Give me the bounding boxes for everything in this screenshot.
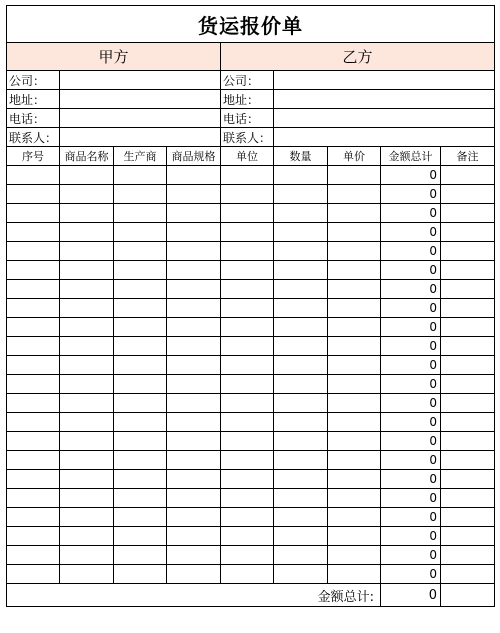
cell-index[interactable] xyxy=(7,318,60,337)
table-row xyxy=(7,489,495,508)
cell-spec[interactable] xyxy=(167,470,221,489)
cell-unit-price[interactable] xyxy=(328,299,381,318)
cell-index[interactable] xyxy=(7,489,60,508)
cell-spec[interactable] xyxy=(167,242,221,261)
cell-product-name[interactable] xyxy=(60,470,114,489)
cell-remarks[interactable] xyxy=(441,261,495,280)
cell-manufacturer[interactable] xyxy=(114,527,167,546)
cell-unit-price[interactable] xyxy=(328,413,381,432)
cell-index[interactable] xyxy=(7,356,60,375)
cell-product-name[interactable] xyxy=(60,394,114,413)
cell-amount[interactable]: 0 xyxy=(381,318,441,337)
cell-amount[interactable]: 0 xyxy=(381,565,441,584)
cell-unit[interactable] xyxy=(221,242,274,261)
cell-manufacturer[interactable] xyxy=(114,432,167,451)
party-a-phone-field[interactable] xyxy=(60,109,221,128)
cell-unit-price[interactable] xyxy=(328,508,381,527)
cell-unit-price[interactable] xyxy=(328,565,381,584)
cell-index[interactable] xyxy=(7,223,60,242)
cell-spec[interactable] xyxy=(167,508,221,527)
col-header-quantity: 数量 xyxy=(274,147,328,166)
cell-amount[interactable]: 0 xyxy=(381,356,441,375)
cell-unit[interactable] xyxy=(221,565,274,584)
cell-manufacturer[interactable] xyxy=(114,508,167,527)
cell-unit[interactable] xyxy=(221,451,274,470)
cell-quantity[interactable] xyxy=(274,318,328,337)
table-row xyxy=(7,451,495,470)
cell-manufacturer[interactable] xyxy=(114,223,167,242)
cell-product-name[interactable] xyxy=(60,223,114,242)
cell-product-name[interactable] xyxy=(60,432,114,451)
cell-product-name[interactable] xyxy=(60,508,114,527)
cell-index[interactable] xyxy=(7,337,60,356)
cell-remarks[interactable] xyxy=(441,375,495,394)
cell-quantity[interactable] xyxy=(274,413,328,432)
party-a-contact-label: 联系人： xyxy=(7,128,60,147)
cell-spec[interactable] xyxy=(167,356,221,375)
cell-remarks[interactable] xyxy=(441,432,495,451)
cell-quantity[interactable] xyxy=(274,299,328,318)
cell-remarks[interactable] xyxy=(441,356,495,375)
cell-quantity[interactable] xyxy=(274,185,328,204)
table-row xyxy=(7,185,495,204)
cell-spec[interactable] xyxy=(167,337,221,356)
cell-unit[interactable] xyxy=(221,432,274,451)
cell-remarks[interactable] xyxy=(441,508,495,527)
cell-index[interactable] xyxy=(7,432,60,451)
cell-spec[interactable] xyxy=(167,546,221,565)
cell-unit-price[interactable] xyxy=(328,318,381,337)
cell-amount[interactable]: 0 xyxy=(381,470,441,489)
cell-spec[interactable] xyxy=(167,565,221,584)
party-b-phone-field[interactable] xyxy=(274,109,495,128)
cell-index[interactable] xyxy=(7,299,60,318)
party-b-contact-label: 联系人： xyxy=(221,128,274,147)
cell-manufacturer[interactable] xyxy=(114,546,167,565)
cell-spec[interactable] xyxy=(167,261,221,280)
cell-unit-price[interactable] xyxy=(328,470,381,489)
cell-amount[interactable]: 0 xyxy=(381,527,441,546)
cell-manufacturer[interactable] xyxy=(114,337,167,356)
cell-product-name[interactable] xyxy=(60,318,114,337)
table-row xyxy=(7,280,495,299)
column-header-row xyxy=(7,147,495,166)
cell-amount[interactable]: 0 xyxy=(381,337,441,356)
cell-index[interactable] xyxy=(7,546,60,565)
cell-spec[interactable] xyxy=(167,166,221,185)
cell-spec[interactable] xyxy=(167,223,221,242)
cell-remarks[interactable] xyxy=(441,546,495,565)
cell-spec[interactable] xyxy=(167,185,221,204)
cell-index[interactable] xyxy=(7,508,60,527)
cell-product-name[interactable] xyxy=(60,451,114,470)
cell-remarks[interactable] xyxy=(441,204,495,223)
cell-quantity[interactable] xyxy=(274,375,328,394)
cell-quantity[interactable] xyxy=(274,565,328,584)
cell-quantity[interactable] xyxy=(274,261,328,280)
cell-quantity[interactable] xyxy=(274,470,328,489)
cell-product-name[interactable] xyxy=(60,565,114,584)
col-header-index: 序号 xyxy=(7,147,60,166)
cell-spec[interactable] xyxy=(167,204,221,223)
cell-product-name[interactable] xyxy=(60,337,114,356)
cell-manufacturer[interactable] xyxy=(114,261,167,280)
cell-product-name[interactable] xyxy=(60,242,114,261)
cell-spec[interactable] xyxy=(167,318,221,337)
party-b-company-field[interactable] xyxy=(274,71,495,90)
cell-unit-price[interactable] xyxy=(328,204,381,223)
cell-unit-price[interactable] xyxy=(328,356,381,375)
cell-unit[interactable] xyxy=(221,394,274,413)
cell-product-name[interactable] xyxy=(60,356,114,375)
cell-product-name[interactable] xyxy=(60,375,114,394)
cell-unit[interactable] xyxy=(221,280,274,299)
cell-amount[interactable]: 0 xyxy=(381,489,441,508)
cell-unit-price[interactable] xyxy=(328,223,381,242)
cell-index[interactable] xyxy=(7,527,60,546)
cell-spec[interactable] xyxy=(167,432,221,451)
cell-unit[interactable] xyxy=(221,489,274,508)
cell-remarks[interactable] xyxy=(441,280,495,299)
cell-quantity[interactable] xyxy=(274,280,328,299)
table-row xyxy=(7,565,495,584)
cell-manufacturer[interactable] xyxy=(114,185,167,204)
cell-index[interactable] xyxy=(7,451,60,470)
cell-unit[interactable] xyxy=(221,261,274,280)
cell-remarks[interactable] xyxy=(441,242,495,261)
cell-quantity[interactable] xyxy=(274,546,328,565)
total-row xyxy=(7,584,495,607)
cell-amount[interactable]: 0 xyxy=(381,223,441,242)
cell-manufacturer[interactable] xyxy=(114,394,167,413)
cell-manufacturer[interactable] xyxy=(114,413,167,432)
cell-remarks[interactable] xyxy=(441,185,495,204)
cell-index[interactable] xyxy=(7,470,60,489)
quote-sheet xyxy=(6,5,494,607)
table-row xyxy=(7,337,495,356)
cell-unit-price[interactable] xyxy=(328,280,381,299)
col-header-product-name: 商品名称 xyxy=(60,147,114,166)
cell-unit-price[interactable] xyxy=(328,546,381,565)
cell-product-name[interactable] xyxy=(60,546,114,565)
cell-unit[interactable] xyxy=(221,318,274,337)
cell-product-name[interactable] xyxy=(60,204,114,223)
cell-manufacturer[interactable] xyxy=(114,280,167,299)
cell-unit-price[interactable] xyxy=(328,185,381,204)
cell-product-name[interactable] xyxy=(60,299,114,318)
cell-unit[interactable] xyxy=(221,413,274,432)
cell-unit[interactable] xyxy=(221,508,274,527)
party-b-phone-label: 电话： xyxy=(221,109,274,128)
cell-amount[interactable]: 0 xyxy=(381,394,441,413)
cell-index[interactable] xyxy=(7,166,60,185)
table-row xyxy=(7,527,495,546)
col-header-amount-total: 金额总计 xyxy=(381,147,441,166)
cell-spec[interactable] xyxy=(167,394,221,413)
cell-manufacturer[interactable] xyxy=(114,242,167,261)
cell-remarks[interactable] xyxy=(441,565,495,584)
cell-quantity[interactable] xyxy=(274,223,328,242)
cell-manufacturer[interactable] xyxy=(114,318,167,337)
cell-unit-price[interactable] xyxy=(328,261,381,280)
cell-manufacturer[interactable] xyxy=(114,451,167,470)
party-b-heading: 乙方 xyxy=(221,43,495,71)
cell-unit[interactable] xyxy=(221,337,274,356)
party-a-company-field[interactable] xyxy=(60,71,221,90)
cell-unit-price[interactable] xyxy=(328,375,381,394)
cell-quantity[interactable] xyxy=(274,242,328,261)
cell-quantity[interactable] xyxy=(274,204,328,223)
cell-index[interactable] xyxy=(7,185,60,204)
cell-remarks[interactable] xyxy=(441,166,495,185)
table-row xyxy=(7,413,495,432)
cell-amount[interactable]: 0 xyxy=(381,546,441,565)
cell-spec[interactable] xyxy=(167,375,221,394)
cell-amount[interactable]: 0 xyxy=(381,375,441,394)
cell-unit-price[interactable] xyxy=(328,394,381,413)
cell-product-name[interactable] xyxy=(60,280,114,299)
cell-unit[interactable] xyxy=(221,527,274,546)
cell-manufacturer[interactable] xyxy=(114,356,167,375)
cell-spec[interactable] xyxy=(167,413,221,432)
cell-remarks[interactable] xyxy=(441,223,495,242)
cell-index[interactable] xyxy=(7,280,60,299)
table-row xyxy=(7,470,495,489)
party-b-address-label: 地址： xyxy=(221,90,274,109)
party-a-company-label: 公司： xyxy=(7,71,60,90)
cell-amount[interactable]: 0 xyxy=(381,185,441,204)
table-row xyxy=(7,223,495,242)
cell-unit-price[interactable] xyxy=(328,242,381,261)
cell-manufacturer[interactable] xyxy=(114,565,167,584)
col-header-unit: 单位 xyxy=(221,147,274,166)
cell-amount[interactable]: 0 xyxy=(381,299,441,318)
table-row xyxy=(7,375,495,394)
cell-remarks[interactable] xyxy=(441,299,495,318)
col-header-remarks: 备注 xyxy=(441,147,495,166)
table-row xyxy=(7,204,495,223)
cell-unit-price[interactable] xyxy=(328,337,381,356)
cell-unit[interactable] xyxy=(221,546,274,565)
cell-unit[interactable] xyxy=(221,299,274,318)
cell-amount[interactable]: 0 xyxy=(381,413,441,432)
table-row xyxy=(7,318,495,337)
cell-quantity[interactable] xyxy=(274,451,328,470)
total-remarks-cell xyxy=(441,584,495,607)
cell-unit[interactable] xyxy=(221,375,274,394)
cell-unit-price[interactable] xyxy=(328,527,381,546)
cell-manufacturer[interactable] xyxy=(114,470,167,489)
cell-amount[interactable]: 0 xyxy=(381,280,441,299)
cell-index[interactable] xyxy=(7,375,60,394)
cell-spec[interactable] xyxy=(167,527,221,546)
cell-remarks[interactable] xyxy=(441,413,495,432)
cell-remarks[interactable] xyxy=(441,470,495,489)
cell-amount[interactable]: 0 xyxy=(381,242,441,261)
cell-spec[interactable] xyxy=(167,299,221,318)
cell-index[interactable] xyxy=(7,394,60,413)
cell-quantity[interactable] xyxy=(274,337,328,356)
cell-spec[interactable] xyxy=(167,280,221,299)
cell-amount[interactable]: 0 xyxy=(381,508,441,527)
table-row xyxy=(7,432,495,451)
cell-manufacturer[interactable] xyxy=(114,299,167,318)
cell-unit-price[interactable] xyxy=(328,432,381,451)
cell-quantity[interactable] xyxy=(274,432,328,451)
party-a-address-label: 地址： xyxy=(7,90,60,109)
table-row xyxy=(7,242,495,261)
cell-index[interactable] xyxy=(7,413,60,432)
cell-amount[interactable]: 0 xyxy=(381,204,441,223)
cell-manufacturer[interactable] xyxy=(114,375,167,394)
cell-product-name[interactable] xyxy=(60,166,114,185)
cell-amount[interactable]: 0 xyxy=(381,261,441,280)
cell-product-name[interactable] xyxy=(60,527,114,546)
cell-remarks[interactable] xyxy=(441,318,495,337)
col-header-unit-price: 单价 xyxy=(328,147,381,166)
total-value: 0 xyxy=(381,584,441,607)
cell-manufacturer[interactable] xyxy=(114,166,167,185)
col-header-spec: 商品规格 xyxy=(167,147,221,166)
col-header-manufacturer: 生产商 xyxy=(114,147,167,166)
cell-spec[interactable] xyxy=(167,489,221,508)
party-a-contact-field[interactable] xyxy=(60,128,221,147)
cell-product-name[interactable] xyxy=(60,261,114,280)
cell-unit[interactable] xyxy=(221,185,274,204)
cell-product-name[interactable] xyxy=(60,413,114,432)
cell-quantity[interactable] xyxy=(274,527,328,546)
cell-unit[interactable] xyxy=(221,204,274,223)
cell-amount[interactable]: 0 xyxy=(381,451,441,470)
cell-remarks[interactable] xyxy=(441,394,495,413)
table-row xyxy=(7,394,495,413)
party-b-address-field[interactable] xyxy=(274,90,495,109)
cell-unit-price[interactable] xyxy=(328,489,381,508)
cell-unit[interactable] xyxy=(221,356,274,375)
cell-product-name[interactable] xyxy=(60,185,114,204)
cell-quantity[interactable] xyxy=(274,489,328,508)
cell-index[interactable] xyxy=(7,204,60,223)
cell-manufacturer[interactable] xyxy=(114,489,167,508)
quote-table xyxy=(6,5,495,607)
cell-product-name[interactable] xyxy=(60,489,114,508)
cell-remarks[interactable] xyxy=(441,489,495,508)
cell-quantity[interactable] xyxy=(274,356,328,375)
document-title: 货运报价单 xyxy=(7,6,495,43)
cell-remarks[interactable] xyxy=(441,527,495,546)
cell-spec[interactable] xyxy=(167,451,221,470)
table-row xyxy=(7,508,495,527)
cell-unit-price[interactable] xyxy=(328,166,381,185)
cell-quantity[interactable] xyxy=(274,166,328,185)
party-a-address-field[interactable] xyxy=(60,90,221,109)
table-row xyxy=(7,546,495,565)
cell-index[interactable] xyxy=(7,242,60,261)
cell-index[interactable] xyxy=(7,261,60,280)
table-row xyxy=(7,299,495,318)
party-a-phone-label: 电话： xyxy=(7,109,60,128)
party-b-company-label: 公司： xyxy=(221,71,274,90)
cell-unit[interactable] xyxy=(221,166,274,185)
cell-index[interactable] xyxy=(7,565,60,584)
cell-manufacturer[interactable] xyxy=(114,204,167,223)
cell-quantity[interactable] xyxy=(274,394,328,413)
cell-remarks[interactable] xyxy=(441,451,495,470)
total-label: 金额总计: xyxy=(7,584,381,607)
cell-unit[interactable] xyxy=(221,223,274,242)
table-row xyxy=(7,261,495,280)
party-b-contact-field[interactable] xyxy=(274,128,495,147)
cell-unit[interactable] xyxy=(221,470,274,489)
cell-amount[interactable]: 0 xyxy=(381,432,441,451)
table-row xyxy=(7,166,495,185)
cell-amount[interactable]: 0 xyxy=(381,166,441,185)
cell-remarks[interactable] xyxy=(441,337,495,356)
table-row xyxy=(7,356,495,375)
cell-unit-price[interactable] xyxy=(328,451,381,470)
cell-quantity[interactable] xyxy=(274,508,328,527)
party-a-heading: 甲方 xyxy=(7,43,221,71)
